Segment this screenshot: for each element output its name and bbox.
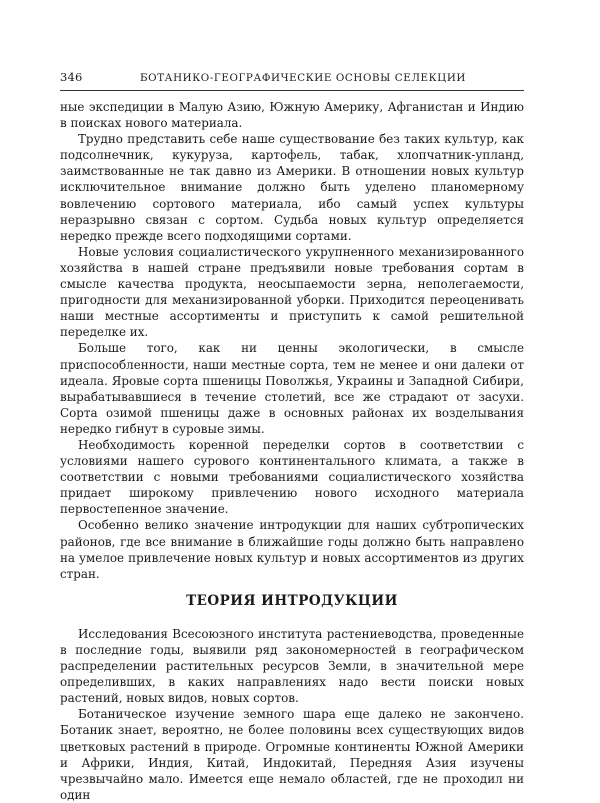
- body-text: [60, 99, 524, 803]
- paragraph: ные экспедиции в Малую Азию, Южную Америку, Афганистан и Индию в поисках нового материала.: [60, 100, 524, 131]
- paragraph: Ботаническое изучение земного шара еще далеко не закончено. Ботаник знает, вероятно, не более половины всех существующих видов цветковых растений в природе. Огромные континенты Южной Америки и Африки, Индия, Китай, Индокитай, Передняя Азия изучены чрезвычайно мало. Имеется еще немало областей, где не проходил ни один: [60, 707, 524, 802]
- paragraph: Трудно представить себе наше существование без таких культур, как подсолнечник, кукуруза, картофель, табак, хлопчатник-упланд, заимствованные не так давно из Америки. В отношении новых культур исключительное внимание должно быть уделено планомерному вовлечению сортового материала, ибо самый успех культуры неразрывно связан с сортом. Судьба новых культур определяется нередко прежде всего подходящими сортами.: [60, 132, 524, 243]
- section-heading: ТЕОРИЯ ИНТРОДУКЦИИ: [186, 592, 398, 609]
- paragraph: Исследования Всесоюзного института растениеводства, проведенные в последние годы, выявили ряд закономерностей в географическом распределении растительных ресурсов Земли, в значительной мере определивших, в каких направлениях надо вести поиски новых растений, новых видов, новых сортов.: [60, 626, 524, 706]
- paragraph: Особенно велико значение интродукции для наших субтропических районов, где все внимание в ближайшие годы должно быть направлено на умелое привлечение новых культур и новых ассортиментов из других стран.: [60, 518, 524, 581]
- paragraph: Больше того, как ни ценны экологически, в смысле приспособленности, наши местные сорта, тем не менее и они далеки от идеала. Яровые сорта пшеницы Поволжья, Украины и Западной Сибири, вырабатывавшиеся в течение столетий, все же страдают от засухи. Сорта озимой пшеницы даже в основных районах их возделывания нередко гибнут в суровые зимы.: [60, 341, 524, 436]
- running-head: [60, 70, 524, 91]
- paragraph: Новые условия социалистического укрупненного механизированного хозяйства в нашей стране предъявили новые требования сортам в смысле качества продукта, неосыпаемости зерна, неполегаемости, пригодности для механизированной уборки. Приходится переоценивать наши местные ассортименты и приступить к самой решительной переделке их.: [60, 244, 524, 340]
- page-number: 346: [60, 70, 83, 84]
- running-title: БОТАНИКО-ГЕОГРАФИЧЕСКИЕ ОСНОВЫ СЕЛЕКЦИИ: [140, 72, 466, 84]
- paragraph: Необходимость коренной переделки сортов в соответствии с условиями нашего сурового континентального климата, а также в соответствии с новыми требованиями социалистического хозяйства придает широкому привлечению нового исходного материала первостепенное значение.: [60, 437, 524, 517]
- book-page: [60, 70, 524, 803]
